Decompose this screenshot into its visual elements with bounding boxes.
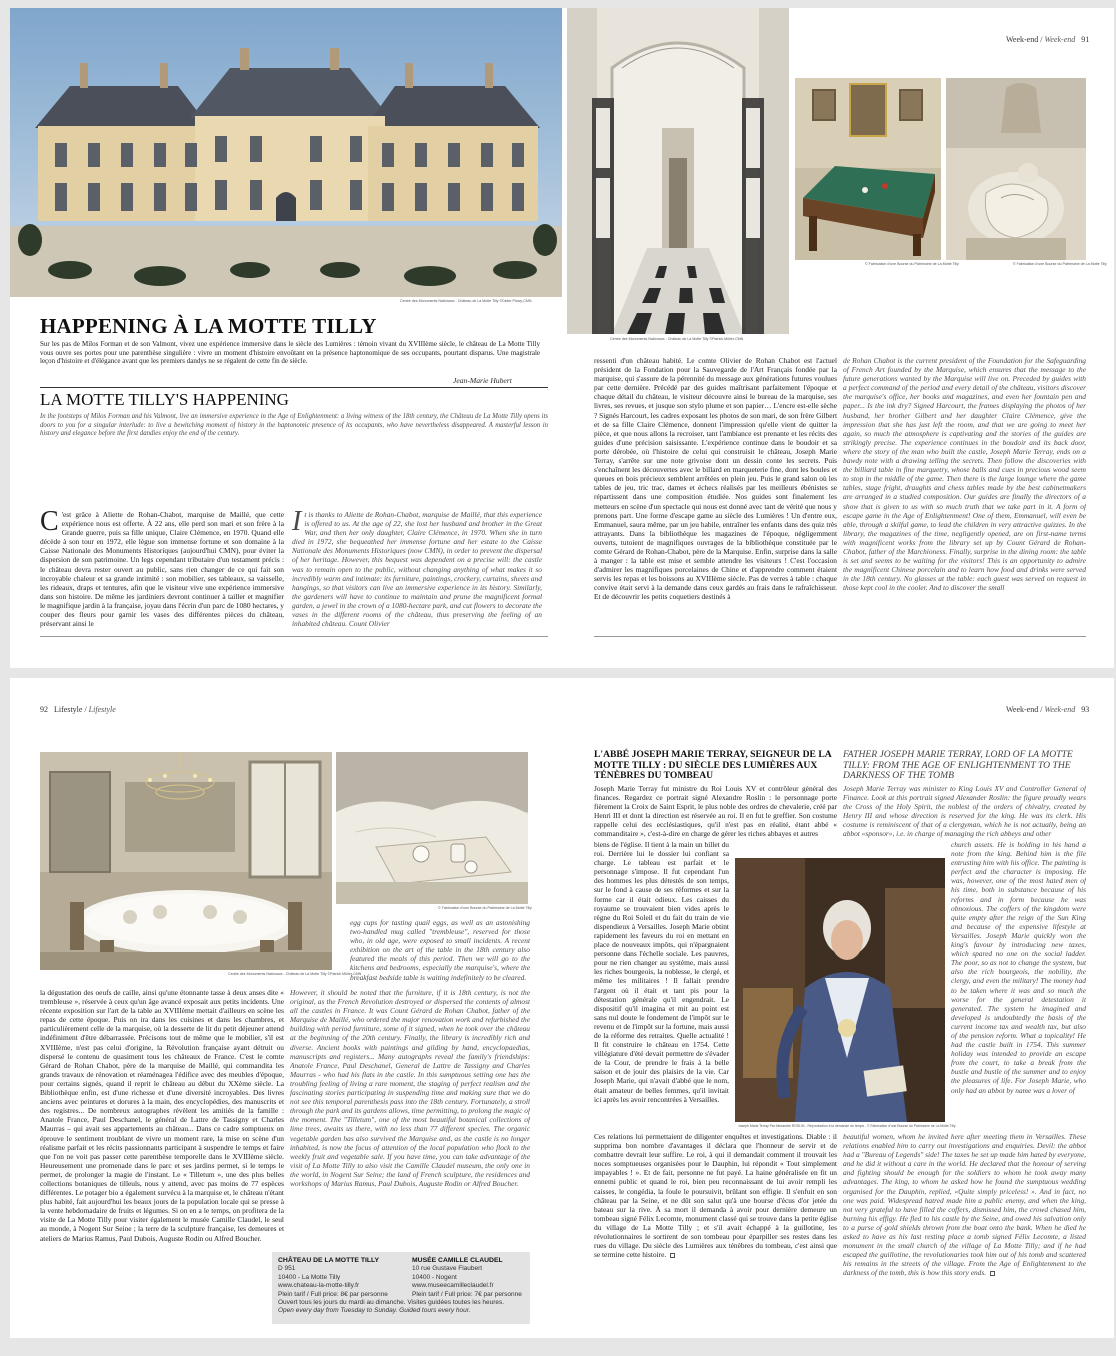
divider (594, 636, 1086, 637)
spread-pages-90-91 (10, 8, 1114, 668)
intro-fr: Sur les pas de Milos Forman et de son Valmont, vivez une expérience immersive dans le siècle des Lumières : témoin vivant du XVIIIème siècle, le château de La Motte Tilly vous ouvre ses portes pour une parenthèse singulière : vivre un moment d'histoire envoûtant en la présence haptonomique de ses occupants, pourtant disparus. Une magistrale leçon d'histoire et d'élégance avant que les premiers dandys ne se régalent de cette fin de siècle. (40, 340, 540, 366)
venue-town: 10400 - Nogent (412, 1273, 457, 1281)
article-title: HAPPENING À LA MOTTE TILLY (40, 314, 377, 338)
section-label-en: Lifestyle (88, 705, 116, 714)
drop-cap: C (40, 510, 59, 537)
billiard-photo (795, 78, 941, 260)
body-column-en-narrow: church assets. He is holding in his hand a note from the king. Behind him is the file entrusting him with his office. The painting is perfect and the character is imposing. He was, however, one of the most hated men of his time, both in substance because of his reforms and in form because he was obnoxious. The coffers of the kingdom were quite empty after the reign of the Sun King and because of the expensive lifestyle at Versailles. Joseph Marie quickly won the king's favour by introducing new taxes, which spared no one on the social ladder. The poor, so as not to change the system, but also the rich bourgeois, the nobility, the clergy, and even the military! The money had to be taken where it was and so much the worse for the general detestation it generated. The system he imagined and developed is undoubtedly the basis of the current income tax and wealth tax, but also of the pension reform. What a topicality! He had the castle built in 1754. This summer holiday was intended to provide an escape from the court, to take a break from the bustle and bustle of the summer and to enjoy the pleasures of life. For Joseph Marie, who only had an abbot by name was a lover of (951, 840, 1086, 1095)
photo-caption: Centre des Monuments Nationaux - Château de La Motte Tilly ©Patrick Müller-CMN (610, 337, 744, 341)
body-text: Ces relations lui permettaient de diligenter enquêtes et investigations. Diable : il supprima bon nombre d'avantages il déclara que l'honneur de servir et de combattre devrait leur suffire. Le roi, à qui il demandait comment il trouvait les noces somptueuses organisées pour le Dauphin, lui répondit « Tout simplement impayables ! ». Et de fait, personne ne fut payé. La haine généralisée en fit un ennemi public et quand le roi, bien peu reconnaissant de lui avoir rempli les caisses, le congédia, la foule le poursuivit, brûlant son effigie. Il s'enfuit en son château par la Seine, et ne dût son salut qu'à une bourse d'écus d'or jetée du bateau sur la rive. À sa mort il demanda à avoir pour dernière demeure un tombeau signé Félix Lecomte, monument classé qui se trouve dans la petite église du village de La Motte Tilly ; et s'il avait échappé à la guillotine, les révolutionnaires le sortirent de son tombeau pour éparpiller ses restes dans les rues du village. Du siècle des Lumières aux ténèbres du tombeau, c'est ainsi que se termine cette histoire. (594, 1132, 837, 1260)
photo-caption: Centre des Monuments Nationaux - Château de La Motte Tilly ©Didier Plowy-CMN (400, 299, 532, 303)
page-number: 93 (1081, 705, 1090, 714)
body-column-en: egg cups for tasting quail eggs, as well as an astonishing two-handled mug called "trembleuse", reserved for those who, in old age, were exposed to small incidents. A recent exhibition on the art of the table in the 18th century also featured the meals of this period. Then we will go to the kitchens and bedrooms, especially the marquise's, where the breakfast bedside table is waiting indefinitely to be cleared. (350, 918, 530, 982)
body-text: 'est grâce à Aliette de Rohan-Chabot, marquise de Maillé, que cette expérience nous est offerte. À 22 ans, elle perd son mari et son frère à la Grande guerre, puis sa fille unique, Claire Clémence, en 1970. Quand elle décède à son tour en 1972, elle lègue son immense fortune et son domaine à la Caisse Nationale des Monuments Historiques (aujourd'hui CMN), pour éviter la dispersion de son patrimoine. Un legs cependant tributaire d'un testament précis : le château devra rester ouvert au public, sans rien changer de ce qui fait son incroyable chaleur et sa grande intimité : son mobilier, ses tableaux, sa vaisselle, les rideaux, draps et tentures, afin que le visiteur vive une expérience immersive dans son histoire. De même les jardiniers devront continuer à tailler et magnifier le magnifique jardin à la française, joyau dans l'écrin d'un parc de 1080 hectares, y couper des fleurs pour garnir les vases des différentes pièces du château, préservant ainsi le (40, 510, 284, 629)
photo-caption: © Fabrication d'une Bourse du Patrimoine de La Motte Tilly (438, 906, 532, 910)
body-column-fr (594, 1132, 837, 1312)
spread-pages-92-93 (10, 678, 1114, 1338)
photo-caption: © Fabrication d'une Bourse du Patrimoine de La Motte Tilly (865, 262, 959, 266)
author-byline: Jean-Marie Hubert (453, 376, 512, 385)
venue-road: D 951 (278, 1265, 296, 1273)
body-column-fr-narrow: biens de l'église. Il tient à la main un billet du roi. Derrière lui le dossier lui confiant sa charge. Le tableau est parfait et le personnage s'impose. Il fut cependant l'un des hommes les plus détestés de son temps, sur le fond à cause de ses réformes et sur la forme car il était odieux. Les caisses du royaume se trouvaient bien vides après le règne du Roi Soleil et du fait du train de vie dispendieux à Versailles. Joseph Marie obtint rapidement les faveurs du roi en mettant en place de nouveaux impôts, qui n'épargnaient personne dans l'échelle sociale. Les pauvres, pour ne rien changer au système, mais aussi les riches bourgeois, la noblesse, le clergé, et même les militaires ! Il fallait prendre l'argent où il était et tant pis pour la détestation générale qu'il engendrait. Le dispositif qu'il imagina et mit au point est sans nul doute le fondement de l'impôt sur le revenu et de l'impôt sur la fortune, mais aussi de la réforme des retraites. Quelle actualité ! Il fit construire le château en 1754. Cette villégiature d'été devait permettre de s'évader de la Cour, de prendre le frais à la belle saison et de jouir des plaisirs de la vie. Car Joseph Marie, qui n'avait d'abbé que le nom, était amateur de belles femmes, qu'il invitait ici après les avoir rencontrées à Versailles. (594, 840, 729, 1104)
end-of-article-icon (670, 1253, 675, 1258)
sidebar-title-en: FATHER JOSEPH MARIE TERRAY, LORD OF LA MOTTE TILLY: FROM THE AGE OF ENLIGHTENMENT TO THE DARKNESS OF THE TOMB (843, 749, 1073, 782)
section-label-en: Week-end (1044, 705, 1076, 714)
divider (40, 636, 548, 637)
body-text: beautiful women, whom he invited here after meeting them in Versailles. These relations enabled him to carry out investigations and enquiries. Devil: the abbot had a "Bureau of Legends" side! The taxes he set up made him hated by everyone, and he did it without a care in the world. He declared that the honour of serving and fighting should be enough for the soldiers to whom he took away many advantages. The king, to whom he asked how he found the sumptuous wedding organised for the Dauphin, replied, «Quite simply priceless! ». And in fact, no one was paid. Widespread hatred made him a public enemy, and when the king, not very grateful to have filled the coffers, dismissed him, the crowd chased him, burning his effigy. He fled to his castle by the Seine, and owed his salvation only to a purse of gold shields thrown from the boat onto the bank. When he died he asked to have as his last resting place a tomb signed Félix Lecomte, a listed monument in the small church of the village of La Motte Tilly; and if he had escaped the guillotine, the revolutionaries took him out of his tomb and scattered his remains in the streets of the village. From the Age of Enlightenment to the darkness of the tomb, this is how this story ends. (843, 1132, 1086, 1278)
venue-website: www.chateau-la-motte-tilly.fr (278, 1282, 360, 1290)
venue-name: MUSÉE CAMILLE CLAUDEL (412, 1257, 503, 1264)
end-of-article-icon (990, 1271, 995, 1276)
photo-caption: Joseph Marie Terray Par Alexandre ROSLIN - Reproduction à la demande du temps - © Fabrication d'une Bourse du Patrimoine de La Motte Tilly (738, 1124, 956, 1128)
page-number: 91 (1081, 35, 1090, 44)
portrait-painting (735, 858, 945, 1122)
section-label: Week-end (1006, 705, 1039, 714)
visitor-info-box (272, 1252, 530, 1324)
venue-price: Plein tarif / Full price: 8€ par personne (278, 1290, 388, 1298)
photo-caption: Centre des Monuments Nationaux - Château de La Motte Tilly ©Patrick Müller-CMN (228, 972, 362, 976)
venue-town: 10400 - La Motte Tilly (278, 1273, 341, 1281)
venue-website: www.museecamilleclaudel.fr (412, 1282, 494, 1290)
body-column-fr (40, 510, 284, 632)
body-column-fr: ressenti d'un château habité. Le comte Olivier de Rohan Chabot est l'actuel président de la Fondation pour la Sauvegarde de l'Art Français fondée par la marquise, qui s'assure de la pérennité du message aux générations futures voulues par cette dernière. Précédé par des guides maîtrisant parfaitement l'époque et chaque détail du château, le visiteur découvre ainsi le bureau de la marquise, ses livres, ses revues, et jusque son stylo plume et son papier… L'encre est-elle sèche ? Signés Harcourt, les cadres exposant les photos de son mari, de son frère Gilbert et de sa fille Claire Clémence, donnent l'impression qu'elle vient de quitter la pièce, et que nous allons la recroiser, tant l'ambiance est prenante et les récits des guides d'une précision saisissante. L'expérience continue dans le boudoir et sa porte dérobée, où l'histoire de celui qui construisit le château, Joseph Marie Terray, s'arrête sur une note grivoise dont un dessin conte les secrets. Puis s'enchaînent les découvertes avec le billard en marqueterie fine, dont les boules et queues en bois précieux semblent arrêtées en plein jeu. Puis le grand salon où les tables de jeu, tric trac, dames et échecs réalisés par les meilleurs ébénistes se répartissent dans une composition étudiée. Nos guides sont finalement les metteurs en scène d'un spectacle qui nous est donné avec tant de vérité que nous y prenons part. Une forme d'escape game au siècle des Lumières ! Un d'entre eux, Emmanuel, saura même, par un jeu habile, entraîner les enfants dans des quiz très attrayants. Dans la bibliothèque les magazines de l'époque, négligemment ouverts, tutoient de magnifiques ouvrages de la bibliothèque constituée par le comte Gérard de Rohan-Chabot, père de la Marquise. Enfin, surprise dans la salle à manger : la table est mise et semble attendre les visiteurs ! C'est l'occasion d'admirer les magnifiques porcelaines de Chine et d'apprendre comment étaient servis les repas et les boissons au XVIIIème siècle. Pas de verres à table : chaque convive était servi à la demande dans ceux gardés au frais dans le rafraîchisseur. Et de découvrir les petits coquetiers destinés à (594, 356, 837, 602)
body-column-en: de Rohan Chabot is the current president of the Foundation for the Safeguarding of French Art founded by the Marquise, which ensures that the message to the future generations wanted by the Marquise will live on. Preceded by guides with a perfect command of the period and every detail of the château, visitors discover the marquise's office, her books and magazines, and even her fountain pen and paper... Is the ink dry? Signed Harcourt, the frames displaying the photos of her husband, her brother Gilbert and her daughter Claire Clémence, give the impression that she has just left the room, and that we are going to meet her again, so much the atmosphere is captivating and the stories of the guides are strikingly precise. The experience continues in the boudoir and its back door, where the story of the man who built the castle, Joseph Marie Terray, ends on a bawdy note with a drawing telling the secrets. Then follow the discoveries with the billiard table in fine marquetry, whose balls and cues in precious wood seem to stop in the middle of the game. Then there is the large lounge where the game tables, stage fright, draughts and chess tables made by the best cabinetmakers are arranged in a studied composition. Our guides are finally the directors of a show that is given to us with so much truth that we take part in it. A form of escape game in the Age of Enlightenment! One of them, Emmanuel, will even be able, through a skilful game, to lead the children in very attractive quizzes. In the library, the magazines of the time, negligently opened, are on first-name terms with magnificent works from the library set up by Count Gérard de Rohan-Chabot, father of the Marchioness. Finally, surprise in the dining room: the table is set and seems to be waiting for the visitors! This is an opportunity to admire the magnificent Chinese porcelain and to learn how food and drinks were served in the 18th century. No glasses at the table: each guest was served on request in those kept cool in the cooler. And to discover the small (843, 356, 1086, 593)
photo-caption: © Fabrication d'une Bourse du Patrimoine de La Motte Tilly (1013, 262, 1107, 266)
sidebar-title-fr: L'ABBÉ JOSEPH MARIE TERRAY, SEIGNEUR DE LA MOTTE TILLY : DU SIÈCLE DES LUMIÈRES AUX TÉNÈBRES DU TOMBEAU (594, 749, 832, 782)
venue-chateau (278, 1257, 398, 1299)
venues (278, 1257, 524, 1299)
body-column-en: Joseph Marie Terray was minister to King Louis XV and Controller General of Finance. Look at this portrait signed Alexander Roslin: the figure proudly wears the Cross of the Holy Spirit, the noblest of the orders of chivalry, created by Henry III and whose direction is reserved for the king. He was its clerk. His costume is reminiscent of that of a clergyman, which he is not actually, being an abbot «sponsor», i.e. in charge of managing the rich abbeys and other (843, 784, 1086, 838)
page-number: 92 (40, 705, 48, 714)
divider (40, 387, 548, 388)
body-column-fr: la dégustation des oeufs de caille, ainsi qu'une étonnante tasse à deux anses dite « trembleuse », réservée à ceux qu'un âge avancé exposait aux petits incidents. Une récente exposition sur l'art de la table au XVIIIème mettait d'ailleurs en scène les repas de cette époque. Puis on ira dans les cuisines et dans les chambres, et particulièrement celle de la marquise, où la desserte de lit du petit déjeuner attend indéfiniment d'être débarrassée. Précisons tout de même que le mobilier, s'il est XVIIIème, n'est pas celui d'origine, la Révolution française ayant détruit ou dispersé le contenu de quasiment tous les châteaux de France. C'est le comte Gérard de Rohan Chabot, père de la marquise de Maillé, qui commandita les grands travaux de rénovation et réaménagea l'édifice avec des meubles d'époque, pour certains signés, quand il reprit le château au début du XXème siècle. La Bibliothèque enfin, est d'une richesse et d'une diversité incroyables. Des livres anciens avec peintures et dorures à la main, des encyclopédies, des manuscrits et des registres... De nombreux autographes révèlent les amitiés de la famille : Anatole France, Paul Deschanel, le général de Lattre de Tassigny et Charles Maurras – qui avait ses appartements au château... Dans ce cadre somptueux on éprouve le sentiment troublant de vivre un moment rare, la mise en scène d'un réalisme parfait et les récits passionnants participant à suspendre le temps et faire que l'on ne voit pas passer cette parenthèse temporelle dans le XVIIIème siècle. Heureusement une promenade dans le parc et ses jardins permet, si le temps le permet, de prolonger la magie de l'instant. Le « Tilletum », une des plus belles collections botaniques de tilleuls, nous y attend, avec pas moins de 77 espèces différentes. Le potager bio a également survécu à la marquise et, le château n'étant plus habité, fait aujourd'hui les beaux jours de la population locale qui se presse à la vente hebdomadaire de fruits et légumes. Si on en a le temps, on profitera de la visite de La Motte Tilly pour visiter également le musée Camille Claudel, le seul au monde, à Nogent Sur Seine ; la terre de la sculpture française, les demeures et ateliers de Marius Ramus, Paul Dubois, Auguste Rodin ou Alfred Boucher. (40, 988, 284, 1243)
folio-right: Week-end / Week-end 91 (1006, 35, 1090, 44)
body-column-en: However, it should be noted that the furniture, if it is 18th century, is not the original, as the French Revolution destroyed or dispersed the contents of almost all the castles in France. It was Count Gérard de Rohan Chabot, father of the Marquise de Maillé, who ordered the major renovation work and refurbished the building with period furniture, some of it signed, when he took over the château at the beginning of the 20th century. Finally, the library is incredibly rich and diverse. Ancient books with paintings and gilding by hand, encyclopaedias, manuscripts and registers... Many autographs reveal the family's friendships: Anatole France, Paul Deschanel, General de Lattre de Tassigny and Charles Maurras - who had his flats in the castle. In this sumptuous setting one has the troubling feeling of living a rare moment, the staging of perfect realism and the fascinating stories participating in suspending time and making sure that we do not see this temporal parenthesis pass into the 18th century. Fortunately, a stroll through the park and its gardens allows, time permitting, to prolong the magic of the moment. The "Tilletum", one of the most beautiful botanical collections of lime trees, awaits us there, with no less than 77 different species. The organic vegetable garden has also survived the Marquise and, as the castle is no longer inhabited, is now the focus of attention of the local population who flock to the weekly fruit and vegetable sale. If you have time, you can take advantage of the visit of La Motte Tilly to also visit the Camille Claudel museum, the only one in the world, in Nogent Sur Seine; the land of French sculpture, the residences and workshops of Marius Ramus, Paul Dubois, Auguste Rodin or Alfred Boucher. (290, 988, 530, 1188)
dining-room-photo (40, 752, 332, 970)
venue-museum (412, 1257, 522, 1299)
opening-hours-en: Open every day from Tuesday to Sunday. Guided tours every hour. (278, 1307, 471, 1315)
body-text: t is thanks to Aliette de Rohan-Chabot, marquise de Maillé, that this experience is offered to us. At the age of 22, she lost her husband and brother in the Great War, and then her only daughter, Claire Clémence, in 1970. When she in turn died in 1972, she bequeathed her immense fortune and her estate to the Caisse Nationale des Monuments Historiques (now CMN), in order to prevent the dispersal of her heritage. However, this bequest was dependent on a precise will: the castle was to remain open to the public, without changing anything of what makes it so incredibly warm and intimate: its furniture, paintings, crockery, curtains, sheets and hangings, so that visitors can live an immersive experience in its history. Similarly, the gardeners will have to continue to maintain and prune the magnificent formal garden, a jewel in the crown of a 1080-hectare park, and cut flowers to decorate the vases in the different rooms of the château, thus preserving the feeling of an inhabited château. Count Olivier (292, 510, 542, 629)
venue-road: 10 rue Gustave Flaubert (412, 1265, 483, 1273)
venue-price: Plein tarif / Full price: 7€ par personne (412, 1290, 522, 1298)
folio-right: Week-end / Week-end 93 (1006, 705, 1090, 714)
body-column-fr: Joseph Marie Terray fut ministre du Roi Louis XV et contrôleur général des finances. Regardez ce portrait signé Alexandre Roslin : le personnage porte fièrement la Croix de Saint Esprit, le plus noble des ordres de chevalerie, créé par Henri III et dont la direction est réservée au roi. Il en fut le greffier. Son costume rappelle celui des ecclésiastiques, qu'il n'est pas en réalité, étant abbé « commanditaire », c'est-à-dire en charge de gérer les riches abbayes et autres (594, 784, 837, 838)
folio-left: 92 Lifestyle / Lifestyle (40, 705, 116, 714)
venue-name: CHÂTEAU DE LA MOTTE TILLY (278, 1257, 380, 1264)
body-column-en (292, 510, 542, 632)
body-column-en (843, 1132, 1086, 1312)
figurine-photo (946, 78, 1086, 260)
chateau-photo (10, 8, 562, 297)
opening-hours-fr: Ouvert tous les jours du mardi au dimanche. Visites guidées toutes les heures. (278, 1299, 505, 1307)
section-label: Week-end (1006, 35, 1039, 44)
hallway-photo (567, 8, 789, 334)
section-label-en: Week-end (1044, 35, 1076, 44)
article-title-en: LA MOTTE TILLY'S HAPPENING (40, 390, 289, 409)
drop-cap: I (292, 510, 302, 537)
intro-en: In the footsteps of Milos Forman and his Valmont, live an immersive experience in the Age of Enlightenment: a living witness of the 18th century, the Château de La Motte Tilly opens its doors to you for a singular interlude: to live a bewitching moment of history in the haptonomic presence of its occupants, who have nevertheless disappeared. A masterful lesson in history and elegance before the first dandies enjoy the end of the century. (40, 413, 548, 438)
section-label: Lifestyle (54, 705, 83, 714)
breakfast-tray-photo (336, 752, 528, 904)
